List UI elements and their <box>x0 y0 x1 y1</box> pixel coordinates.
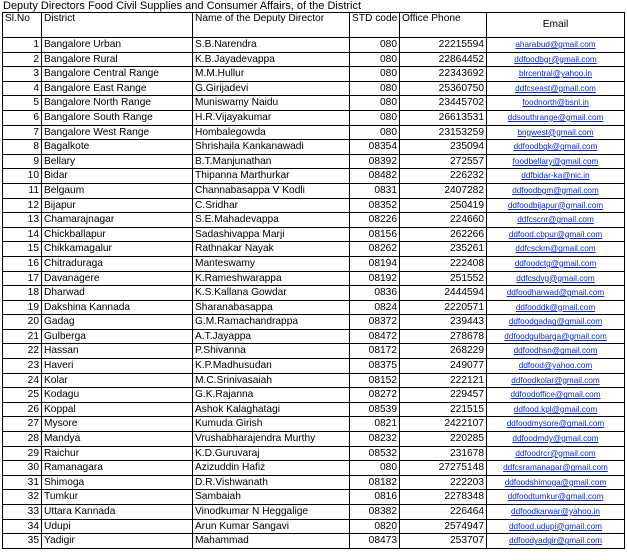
cell-std-code: 080 <box>350 67 400 82</box>
cell-district: Dakshina Kannada <box>42 300 193 315</box>
cell-std-code: 08262 <box>350 242 400 257</box>
cell-std-code: 080 <box>350 38 400 53</box>
cell-std-code: 08182 <box>350 475 400 490</box>
table-row <box>3 475 625 490</box>
cell-std-code: 080 <box>350 110 400 125</box>
email-link[interactable]: ddfoodhsn@gmail.com <box>513 346 598 356</box>
cell-slno: 21 <box>3 329 42 344</box>
cell-email <box>487 534 625 549</box>
cell-slno: 9 <box>3 154 42 169</box>
cell-slno: 25 <box>3 388 42 403</box>
cell-email <box>487 125 625 140</box>
cell-deputy-director-name: H.R.Vijayakumar <box>193 110 350 125</box>
cell-office-phone: 22864452 <box>400 52 487 67</box>
cell-office-phone: 226464 <box>400 505 487 520</box>
email-link[interactable]: ddfoodkolar@gmail.com <box>511 375 600 385</box>
cell-district: Shimoga <box>42 475 193 490</box>
table-row <box>3 359 625 374</box>
cell-std-code: 08375 <box>350 359 400 374</box>
cell-slno: 32 <box>3 490 42 505</box>
cell-district: Bagalkote <box>42 140 193 155</box>
cell-std-code: 08152 <box>350 373 400 388</box>
cell-email <box>487 242 625 257</box>
cell-std-code: 08194 <box>350 256 400 271</box>
cell-deputy-director-name: C.Sridhar <box>193 198 350 213</box>
cell-std-code: 08352 <box>350 198 400 213</box>
cell-std-code: 080 <box>350 81 400 96</box>
email-link[interactable]: ddfcsdvg@gmail.com <box>516 273 595 283</box>
cell-office-phone: 221515 <box>400 402 487 417</box>
cell-email <box>487 140 625 155</box>
cell-std-code: 08232 <box>350 432 400 447</box>
cell-deputy-director-name: Ashok Kalaghatagi <box>193 402 350 417</box>
cell-email <box>487 388 625 403</box>
header-district: District <box>42 13 193 38</box>
table-row <box>3 417 625 432</box>
cell-deputy-director-name: M.M.Hullur <box>193 67 350 82</box>
cell-slno: 14 <box>3 227 42 242</box>
cell-deputy-director-name: K.P.Madhusudan <box>193 359 350 374</box>
cell-std-code: 08472 <box>350 329 400 344</box>
cell-office-phone: 229457 <box>400 388 487 403</box>
cell-slno: 4 <box>3 81 42 96</box>
cell-office-phone: 239443 <box>400 315 487 330</box>
cell-email <box>487 110 625 125</box>
table-row <box>3 67 625 82</box>
cell-std-code: 08226 <box>350 213 400 228</box>
cell-office-phone: 2220571 <box>400 300 487 315</box>
email-link[interactable]: ddfoodgadag@gmail.com <box>508 317 603 327</box>
cell-deputy-director-name: G.Girijadevi <box>193 81 350 96</box>
cell-slno: 23 <box>3 359 42 374</box>
cell-district: Chamarajnagar <box>42 213 193 228</box>
table-row <box>3 505 625 520</box>
cell-district: Bangalore East Range <box>42 81 193 96</box>
email-link[interactable]: ddfoodbgr@gmail.com <box>514 54 597 64</box>
cell-district: Hassan <box>42 344 193 359</box>
cell-office-phone: 249077 <box>400 359 487 374</box>
table-row <box>3 154 625 169</box>
email-link[interactable]: ddfoodbijapur@gmail.com <box>507 200 604 210</box>
cell-district: Kodagu <box>42 388 193 403</box>
cell-deputy-director-name: B.T.Manjunathan <box>193 154 350 169</box>
table-row <box>3 519 625 534</box>
cell-district: Bangalore Rural <box>42 52 193 67</box>
cell-district: Bangalore Urban <box>42 38 193 53</box>
table-row <box>3 402 625 417</box>
email-link[interactable]: ddfcsramanagar@gmail.com <box>503 463 608 473</box>
email-link[interactable]: ddfood.cbpur@gmail.com <box>508 229 603 239</box>
cell-deputy-director-name: Azizuddin Hafiz <box>193 461 350 476</box>
cell-deputy-director-name: Shrishaila Kankanawadi <box>193 140 350 155</box>
table-row <box>3 315 625 330</box>
cell-email <box>487 169 625 184</box>
cell-slno: 22 <box>3 344 42 359</box>
cell-deputy-director-name: Channabasappa V Kodli <box>193 183 350 198</box>
cell-std-code: 0824 <box>350 300 400 315</box>
cell-slno: 33 <box>3 505 42 520</box>
table-row <box>3 300 625 315</box>
table-row <box>3 271 625 286</box>
header-name: Name of the Deputy Director <box>193 13 350 38</box>
cell-district: Ramanagara <box>42 461 193 476</box>
cell-office-phone: 235261 <box>400 242 487 257</box>
cell-std-code: 080 <box>350 96 400 111</box>
email-link[interactable]: ddfoodkarwar@yahoo.in <box>511 507 600 516</box>
cell-deputy-director-name: Muniswamy Naidu <box>193 96 350 111</box>
cell-std-code: 0820 <box>350 519 400 534</box>
cell-district: Gulberga <box>42 329 193 344</box>
cell-deputy-director-name: G.K.Rajanna <box>193 388 350 403</box>
cell-slno: 30 <box>3 461 42 476</box>
cell-slno: 10 <box>3 169 42 184</box>
email-link[interactable]: ddsouthrange@gmail.com <box>507 112 604 122</box>
cell-std-code: 0816 <box>350 490 400 505</box>
cell-district: Bangalore West Range <box>42 125 193 140</box>
cell-office-phone: 250419 <box>400 198 487 213</box>
cell-office-phone: 2278348 <box>400 490 487 505</box>
cell-slno: 3 <box>3 67 42 82</box>
email-link[interactable]: ddfoodrcr@gmail.com <box>515 448 596 458</box>
email-link[interactable]: bngwest@gmail.com <box>517 127 594 137</box>
cell-email <box>487 198 625 213</box>
email-link[interactable]: ddfcsckm@gmail.com <box>515 244 596 254</box>
cell-email <box>487 38 625 53</box>
email-link[interactable]: ddfoodmysore@gmail.com <box>506 419 605 429</box>
cell-office-phone: 268229 <box>400 344 487 359</box>
cell-slno: 24 <box>3 373 42 388</box>
email-link[interactable]: ddfcscnr@gmail.com <box>517 215 594 225</box>
table-row <box>3 388 625 403</box>
cell-slno: 13 <box>3 213 42 228</box>
cell-email <box>487 329 625 344</box>
cell-office-phone: 2422107 <box>400 417 487 432</box>
cell-email <box>487 227 625 242</box>
cell-office-phone: 25360750 <box>400 81 487 96</box>
deputy-directors-table <box>2 12 625 549</box>
cell-office-phone: 2407282 <box>400 183 487 198</box>
email-link[interactable]: ddfoodharwad@gmail.com <box>506 288 605 298</box>
cell-district: Bidar <box>42 169 193 184</box>
email-link[interactable]: ddfood.kpl@gmail.com <box>513 404 598 414</box>
cell-district: Belgaum <box>42 183 193 198</box>
table-row <box>3 344 625 359</box>
cell-email <box>487 256 625 271</box>
cell-district: Bellary <box>42 154 193 169</box>
table-row <box>3 227 625 242</box>
table-row <box>3 446 625 461</box>
table-row <box>3 432 625 447</box>
cell-deputy-director-name: Sambaiah <box>193 490 350 505</box>
cell-slno: 28 <box>3 432 42 447</box>
cell-email <box>487 417 625 432</box>
cell-slno: 5 <box>3 96 42 111</box>
table-header-row <box>3 13 625 38</box>
cell-office-phone: 224660 <box>400 213 487 228</box>
cell-std-code: 080 <box>350 52 400 67</box>
cell-deputy-director-name: A.T.Jayappa <box>193 329 350 344</box>
table-row <box>3 183 625 198</box>
header-slno: Sl.No <box>3 13 42 38</box>
document-title: Deputy Directors Food Civil Supplies and Consumer Affairs, of the District <box>3 0 362 12</box>
cell-district: Uttara Kannada <box>42 505 193 520</box>
cell-slno: 15 <box>3 242 42 257</box>
email-link[interactable]: ddfoodbgm@gmail.com <box>512 185 599 195</box>
cell-office-phone: 23153259 <box>400 125 487 140</box>
cell-slno: 6 <box>3 110 42 125</box>
cell-std-code: 0821 <box>350 417 400 432</box>
cell-district: Yadigir <box>42 534 193 549</box>
cell-district: Davanagere <box>42 271 193 286</box>
header-office-phone: Office Phone <box>400 13 487 38</box>
cell-email <box>487 344 625 359</box>
email-link[interactable]: foodnorth@bsnl.in <box>522 98 589 108</box>
cell-slno: 18 <box>3 286 42 301</box>
cell-district: Bangalore Central Range <box>42 67 193 82</box>
cell-district: Raichur <box>42 446 193 461</box>
cell-office-phone: 26613531 <box>400 110 487 125</box>
cell-office-phone: 226232 <box>400 169 487 184</box>
email-link[interactable]: ddfood.udupi@gmail.com <box>509 521 602 531</box>
email-link[interactable]: ddfoodctg@gmail.com <box>514 258 597 268</box>
cell-email <box>487 373 625 388</box>
cell-slno: 16 <box>3 256 42 271</box>
email-link[interactable]: foodbellary@gmail.com <box>512 156 599 166</box>
cell-std-code: 08192 <box>350 271 400 286</box>
cell-deputy-director-name: P.Shivanna <box>193 344 350 359</box>
cell-deputy-director-name: Manteswamy <box>193 256 350 271</box>
table-row <box>3 534 625 549</box>
cell-district: Gadag <box>42 315 193 330</box>
email-link[interactable]: ddfoodyadgir@gmail.com <box>509 536 602 546</box>
email-link[interactable]: ddfoodmdy@gmail.com <box>512 434 599 444</box>
cell-deputy-director-name: Vrushabharajendra Murthy <box>193 432 350 447</box>
table-row <box>3 140 625 155</box>
cell-deputy-director-name: K.B.Jayadevappa <box>193 52 350 67</box>
cell-slno: 12 <box>3 198 42 213</box>
cell-office-phone: 22215594 <box>400 38 487 53</box>
cell-deputy-director-name: S.B.Narendra <box>193 38 350 53</box>
cell-deputy-director-name: K.D.Guruvaraj <box>193 446 350 461</box>
cell-district: Koppal <box>42 402 193 417</box>
email-link[interactable]: blrcentral@yahoo.in <box>519 69 592 79</box>
table-row <box>3 490 625 505</box>
email-link[interactable]: ddfoodgulbarga@gmail.com <box>504 331 607 341</box>
cell-email <box>487 475 625 490</box>
cell-std-code: 08172 <box>350 344 400 359</box>
cell-email <box>487 67 625 82</box>
cell-std-code: 08382 <box>350 505 400 520</box>
cell-slno: 7 <box>3 125 42 140</box>
cell-slno: 20 <box>3 315 42 330</box>
cell-email <box>487 300 625 315</box>
cell-email <box>487 271 625 286</box>
cell-district: Bangalore North Range <box>42 96 193 111</box>
cell-email <box>487 359 625 374</box>
cell-std-code: 0831 <box>350 183 400 198</box>
email-link[interactable]: ddfcseast@gmail.com <box>515 83 596 93</box>
cell-district: Bijapur <box>42 198 193 213</box>
email-link[interactable]: ddfoodbgk@gmail.com <box>513 142 598 152</box>
cell-std-code: 08372 <box>350 315 400 330</box>
cell-deputy-director-name: Arun Kumar Sangavi <box>193 519 350 534</box>
table-row <box>3 213 625 228</box>
cell-deputy-director-name: S.E.Mahadevappa <box>193 213 350 228</box>
cell-district: Chikkamagalur <box>42 242 193 257</box>
cell-email <box>487 183 625 198</box>
cell-office-phone: 251552 <box>400 271 487 286</box>
cell-district: Udupi <box>42 519 193 534</box>
cell-office-phone: 272557 <box>400 154 487 169</box>
table-row <box>3 198 625 213</box>
cell-deputy-director-name: Sharanabasappa <box>193 300 350 315</box>
cell-email <box>487 52 625 67</box>
email-link[interactable]: ddfood@yahoo.com <box>518 361 593 371</box>
header-std-code: STD code <box>350 13 400 38</box>
cell-deputy-director-name: Hombalegowda <box>193 125 350 140</box>
cell-std-code: 08392 <box>350 154 400 169</box>
email-link[interactable]: ddfoodtumkur@gmail.com <box>507 492 604 502</box>
cell-email <box>487 402 625 417</box>
cell-slno: 35 <box>3 534 42 549</box>
cell-office-phone: 253707 <box>400 534 487 549</box>
cell-deputy-director-name: Mahammad <box>193 534 350 549</box>
cell-slno: 11 <box>3 183 42 198</box>
table-row <box>3 242 625 257</box>
cell-deputy-director-name: G.M.Ramachandrappa <box>193 315 350 330</box>
cell-deputy-director-name: K.Rameshwarappa <box>193 271 350 286</box>
cell-district: Dharwad <box>42 286 193 301</box>
table-row <box>3 96 625 111</box>
cell-deputy-director-name: Vinodkumar N Heggalige <box>193 505 350 520</box>
table-row <box>3 110 625 125</box>
cell-email <box>487 432 625 447</box>
table-row <box>3 52 625 67</box>
cell-office-phone: 222408 <box>400 256 487 271</box>
cell-std-code: 0836 <box>350 286 400 301</box>
email-link[interactable]: ddfoodshimoga@gmail.com <box>504 477 607 487</box>
cell-email <box>487 286 625 301</box>
table-row <box>3 169 625 184</box>
header-email: Email <box>487 13 625 38</box>
cell-office-phone: 2444594 <box>400 286 487 301</box>
cell-std-code: 080 <box>350 125 400 140</box>
cell-office-phone: 23445702 <box>400 96 487 111</box>
cell-office-phone: 235094 <box>400 140 487 155</box>
cell-deputy-director-name: Thipanna Marthurkar <box>193 169 350 184</box>
cell-email <box>487 96 625 111</box>
cell-slno: 17 <box>3 271 42 286</box>
cell-email <box>487 490 625 505</box>
cell-district: Tumkur <box>42 490 193 505</box>
cell-std-code: 08272 <box>350 388 400 403</box>
table-row <box>3 81 625 96</box>
cell-email <box>487 461 625 476</box>
cell-slno: 31 <box>3 475 42 490</box>
cell-slno: 19 <box>3 300 42 315</box>
cell-office-phone: 262266 <box>400 227 487 242</box>
cell-office-phone: 222203 <box>400 475 487 490</box>
cell-district: Kolar <box>42 373 193 388</box>
cell-office-phone: 231678 <box>400 446 487 461</box>
table-row <box>3 256 625 271</box>
cell-office-phone: 27275148 <box>400 461 487 476</box>
cell-email <box>487 315 625 330</box>
cell-deputy-director-name: M.C.Srinivasaiah <box>193 373 350 388</box>
cell-email <box>487 446 625 461</box>
cell-office-phone: 222121 <box>400 373 487 388</box>
cell-email <box>487 81 625 96</box>
cell-email <box>487 505 625 520</box>
cell-district: Chitraduraga <box>42 256 193 271</box>
cell-std-code: 08473 <box>350 534 400 549</box>
cell-email <box>487 154 625 169</box>
cell-email <box>487 213 625 228</box>
cell-office-phone: 220285 <box>400 432 487 447</box>
cell-office-phone: 278678 <box>400 329 487 344</box>
email-link[interactable]: aharabud@gmail.com <box>515 40 596 49</box>
cell-slno: 1 <box>3 38 42 53</box>
email-link[interactable]: ddfooddk@gmail.com <box>515 302 596 312</box>
cell-slno: 26 <box>3 402 42 417</box>
cell-deputy-director-name: K.S.Kallana Gowdar <box>193 286 350 301</box>
cell-std-code: 08532 <box>350 446 400 461</box>
table-row <box>3 38 625 53</box>
table-row <box>3 373 625 388</box>
cell-district: Haveri <box>42 359 193 374</box>
cell-district: Bangalore South Range <box>42 110 193 125</box>
table-row <box>3 125 625 140</box>
cell-std-code: 08482 <box>350 169 400 184</box>
table-row <box>3 461 625 476</box>
cell-slno: 29 <box>3 446 42 461</box>
table-row <box>3 329 625 344</box>
cell-slno: 34 <box>3 519 42 534</box>
cell-office-phone: 22343692 <box>400 67 487 82</box>
cell-std-code: 08354 <box>350 140 400 155</box>
cell-std-code: 080 <box>350 461 400 476</box>
cell-district: Chickballapur <box>42 227 193 242</box>
table-row <box>3 286 625 301</box>
cell-district: Mysore <box>42 417 193 432</box>
cell-deputy-director-name: D.R.Vishwanath <box>193 475 350 490</box>
cell-district: Mandya <box>42 432 193 447</box>
cell-slno: 2 <box>3 52 42 67</box>
email-link[interactable]: ddfoodoffice@gmail.com <box>510 390 601 400</box>
cell-office-phone: 2574947 <box>400 519 487 534</box>
cell-email <box>487 519 625 534</box>
cell-deputy-director-name: Kumuda Girish <box>193 417 350 432</box>
cell-deputy-director-name: Sadashivappa Marji <box>193 227 350 242</box>
cell-std-code: 08156 <box>350 227 400 242</box>
cell-slno: 8 <box>3 140 42 155</box>
cell-slno: 27 <box>3 417 42 432</box>
cell-std-code: 08539 <box>350 402 400 417</box>
email-link[interactable]: ddfbidar-ka@nic.in <box>521 171 590 181</box>
cell-deputy-director-name: Rathnakar Nayak <box>193 242 350 257</box>
